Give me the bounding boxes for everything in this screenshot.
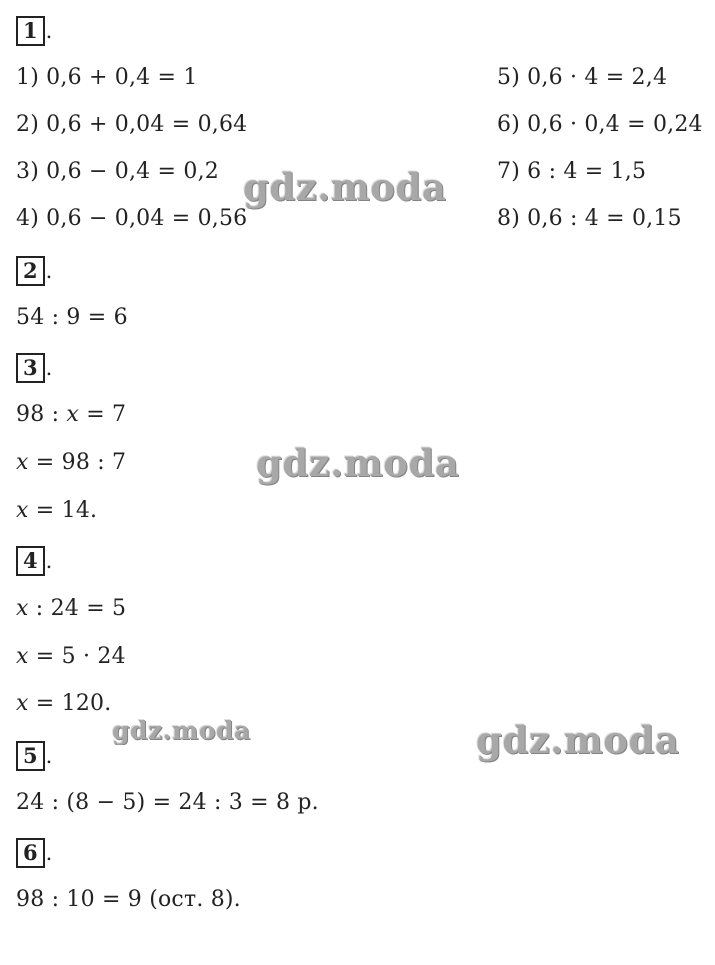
task-6-number: 6 . bbox=[16, 838, 52, 868]
watermark-logo: gdz.moda bbox=[476, 718, 680, 762]
task-1-line-6: 6) 0,6 · 0,4 = 0,24 bbox=[497, 112, 703, 137]
task-1-line-2: 2) 0,6 + 0,04 = 0,64 bbox=[16, 112, 248, 137]
task-4-number: 4 . bbox=[16, 546, 52, 576]
task-4-line-1: x : 24 = 5 bbox=[16, 596, 127, 621]
task-1-line-1: 1) 0,6 + 0,4 = 1 bbox=[16, 65, 198, 90]
task-3-line-3: x = 14. bbox=[16, 498, 98, 523]
task-3-line-1: 98 : x = 7 bbox=[16, 402, 127, 427]
task-1-line-4: 4) 0,6 − 0,04 = 0,56 bbox=[16, 206, 248, 231]
task-1-line-8: 8) 0,6 : 4 = 0,15 bbox=[497, 206, 682, 231]
task-5-line-1: 24 : (8 − 5) = 24 : 3 = 8 р. bbox=[16, 790, 319, 815]
task-3-number: 3 . bbox=[16, 353, 52, 383]
task-1-number: 1 . bbox=[16, 16, 52, 46]
watermark-logo: gdz.moda bbox=[256, 441, 460, 485]
task-1-line-3: 3) 0,6 − 0,4 = 0,2 bbox=[16, 159, 219, 184]
task-6-line-1: 98 : 10 = 9 (ост. 8). bbox=[16, 887, 241, 912]
watermark-logo: gdz.moda bbox=[112, 716, 251, 745]
task-4-line-2: x = 5 · 24 bbox=[16, 644, 126, 669]
task-1-line-5: 5) 0,6 · 4 = 2,4 bbox=[497, 65, 668, 90]
task-3-line-2: x = 98 : 7 bbox=[16, 450, 127, 475]
watermark-logo: gdz.moda bbox=[243, 165, 447, 209]
task-4-line-3: x = 120. bbox=[16, 691, 112, 716]
task-2-line-1: 54 : 9 = 6 bbox=[16, 305, 128, 330]
task-5-number: 5 . bbox=[16, 741, 52, 771]
task-1-line-7: 7) 6 : 4 = 1,5 bbox=[497, 159, 647, 184]
task-2-number: 2 . bbox=[16, 256, 52, 286]
